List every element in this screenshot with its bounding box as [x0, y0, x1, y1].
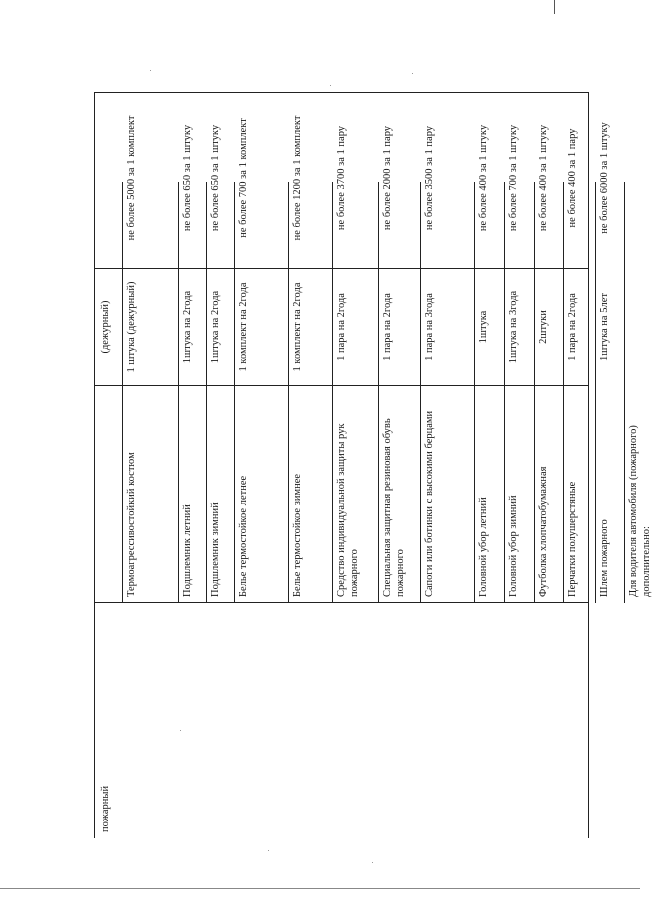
- table-row: [378, 92, 420, 838]
- item-cell: Головной убор летний: [478, 497, 489, 597]
- scan-speck: [372, 862, 373, 863]
- norm-cell: 1штука на 2года: [210, 290, 221, 364]
- table-top-border: [94, 92, 95, 838]
- table-row: [122, 92, 178, 838]
- table-row: [234, 92, 288, 838]
- norm-cell: 1 комплект на 2года: [238, 282, 249, 372]
- rotated-table-page: [94, 92, 652, 838]
- table-row: [624, 92, 666, 838]
- table-row: [178, 92, 206, 838]
- item-cell: Специальная защитная резиновая обувь пожарного: [382, 418, 406, 597]
- price-cell: не более 400 за 1 штуку: [538, 124, 549, 232]
- norm-cell: 1 пара на 2года: [382, 293, 393, 361]
- item-cell: Белье термостойкое зимнее: [292, 473, 303, 597]
- norm-cell: 1штука на 2года: [182, 290, 193, 364]
- table-row: [332, 92, 378, 838]
- table-row: [595, 92, 624, 838]
- item-cell: Для водителя автомобиля (пожарного) дополнительно:: [628, 425, 652, 597]
- item-cell: Футболка хлопчатобумажная: [538, 466, 549, 597]
- table-row: [474, 92, 504, 838]
- norm-cell: 1штука: [478, 310, 489, 344]
- price-cell: не более 3500 за 1 пару: [424, 125, 435, 231]
- norm-cell: 1 штука (дежурный): [126, 281, 137, 373]
- table-row: [534, 92, 563, 838]
- table-row: [504, 92, 534, 838]
- scan-speck: [268, 850, 269, 851]
- item-cell: Термоагрессивостойкий костюм: [126, 452, 137, 597]
- price-cell: не более 1200 за 1 комплект: [292, 115, 303, 241]
- norm-cell: 2штуки: [538, 310, 549, 344]
- scan-bottom-rule: [0, 888, 640, 889]
- price-cell: не более 700 за 1 штуку: [508, 124, 519, 232]
- norm-header-fragment: (дежурный): [100, 300, 111, 354]
- category-label: пожарный: [100, 785, 111, 832]
- table-row: [206, 92, 234, 838]
- price-cell: не более 6000 за 1 штуку: [599, 122, 610, 234]
- price-cell: не более 650 за 1 штуку: [182, 124, 193, 232]
- norm-cell: 1 пара на 2года: [567, 293, 578, 361]
- scan-speck: [330, 85, 331, 86]
- item-cell: Подшлемник летний: [182, 504, 193, 597]
- price-cell: не более 650 за 1 штуку: [210, 124, 221, 232]
- price-cell: не более 3700 за 1 пару: [336, 125, 347, 231]
- norm-cell: 1 пара на 3года: [424, 293, 435, 361]
- table-row: [288, 92, 332, 838]
- price-cell: не более 5000 за 1 комплект: [126, 115, 137, 241]
- norm-cell: 1 пара на 2года: [336, 293, 347, 361]
- price-cell: не более 400 за 1 штуку: [478, 124, 489, 232]
- table-frame: [94, 92, 652, 838]
- scan-speck: [180, 730, 181, 731]
- norm-cell: 1штука на 3года: [508, 290, 519, 364]
- item-cell: Перчатки полушерстяные: [567, 481, 578, 597]
- price-cell: не более 700 за 1 комплект: [238, 118, 249, 238]
- scan-speck: [412, 73, 413, 74]
- item-cell: Сапоги или ботинки с высокими берцами: [424, 410, 435, 597]
- scan-speck: [150, 70, 151, 71]
- item-cell: Головной убор зимний: [508, 495, 519, 597]
- item-cell: Средство индивидуальной защиты рук пожарного: [336, 423, 360, 597]
- table-row: [420, 92, 474, 838]
- item-cell: Шлем пожарного: [599, 519, 610, 597]
- norm-cell: 1штука на 5лет: [599, 293, 610, 361]
- table-row: [563, 92, 595, 838]
- item-cell: Белье термостойкое летнее: [238, 475, 249, 597]
- scan-edge-mark: [554, 0, 555, 14]
- norm-cell: 1 комплект на 2года: [292, 282, 303, 372]
- price-cell: не более 2000 за 1 пару: [382, 125, 393, 231]
- price-cell: не более 400 за 1 пару: [567, 128, 578, 228]
- item-cell: Подшлемник зимний: [210, 502, 221, 597]
